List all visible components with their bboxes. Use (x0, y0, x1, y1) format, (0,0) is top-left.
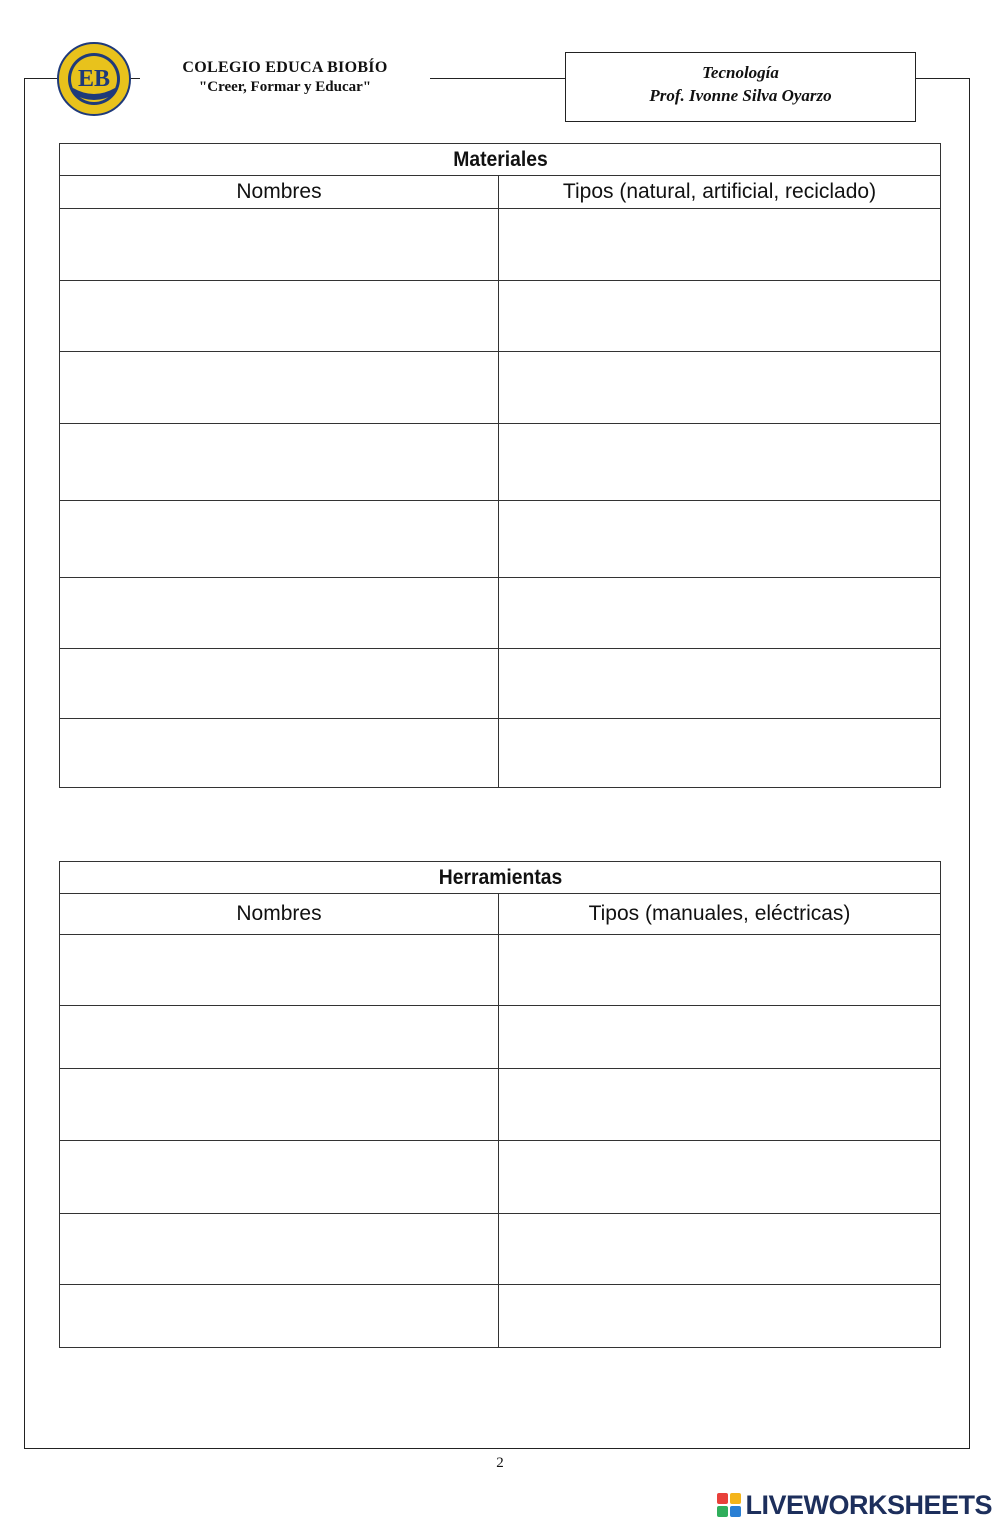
materials-title: Materiales (95, 144, 906, 176)
brand-text: LIVEWORKSHEETS (745, 1489, 992, 1520)
tools-type-cell[interactable] (499, 935, 941, 1006)
tools-title: Herramientas (95, 862, 906, 894)
tools-name-cell[interactable] (60, 1069, 499, 1141)
tools-col-names: Nombres (60, 894, 499, 935)
subject-box (565, 52, 916, 122)
teacher-name: Prof. Ivonne Silva Oyarzo (649, 86, 832, 105)
materials-name-cell[interactable] (60, 281, 499, 352)
tools-type-cell[interactable] (499, 1069, 941, 1141)
materials-table (59, 143, 941, 788)
school-logo (57, 42, 131, 116)
page-number: 2 (496, 1455, 504, 1471)
liveworksheets-brand (717, 1490, 992, 1520)
materials-type-cell[interactable] (499, 281, 941, 352)
tools-type-cell[interactable] (499, 1214, 941, 1285)
tools-name-cell[interactable] (60, 1285, 499, 1348)
materials-type-cell[interactable] (499, 209, 941, 281)
school-header (140, 58, 430, 96)
materials-name-cell[interactable] (60, 719, 499, 788)
materials-name-cell[interactable] (60, 209, 499, 281)
tools-name-cell[interactable] (60, 1006, 499, 1069)
tools-name-cell[interactable] (60, 935, 499, 1006)
tools-type-cell[interactable] (499, 1006, 941, 1069)
materials-type-cell[interactable] (499, 649, 941, 719)
school-name: COLEGIO EDUCA BIOBÍO (182, 59, 388, 76)
materials-type-cell[interactable] (499, 719, 941, 788)
tools-type-cell[interactable] (499, 1285, 941, 1348)
logo-letters: EB (77, 66, 111, 92)
materials-type-cell[interactable] (499, 424, 941, 501)
subject-name: Tecnología (702, 63, 779, 82)
tools-name-cell[interactable] (60, 1214, 499, 1285)
materials-name-cell[interactable] (60, 424, 499, 501)
materials-col-names: Nombres (60, 176, 499, 209)
school-motto: "Creer, Formar y Educar" (198, 79, 372, 95)
materials-name-cell[interactable] (60, 649, 499, 719)
tools-table (59, 861, 941, 1348)
liveworksheets-logo-icon (717, 1493, 741, 1517)
materials-name-cell[interactable] (60, 352, 499, 424)
materials-type-cell[interactable] (499, 578, 941, 649)
tools-name-cell[interactable] (60, 1141, 499, 1214)
materials-type-cell[interactable] (499, 501, 941, 578)
tools-type-cell[interactable] (499, 1141, 941, 1214)
materials-name-cell[interactable] (60, 501, 499, 578)
materials-col-types: Tipos (natural, artificial, reciclado) (499, 176, 941, 209)
materials-name-cell[interactable] (60, 578, 499, 649)
materials-type-cell[interactable] (499, 352, 941, 424)
tools-col-types: Tipos (manuales, eléctricas) (499, 894, 941, 935)
